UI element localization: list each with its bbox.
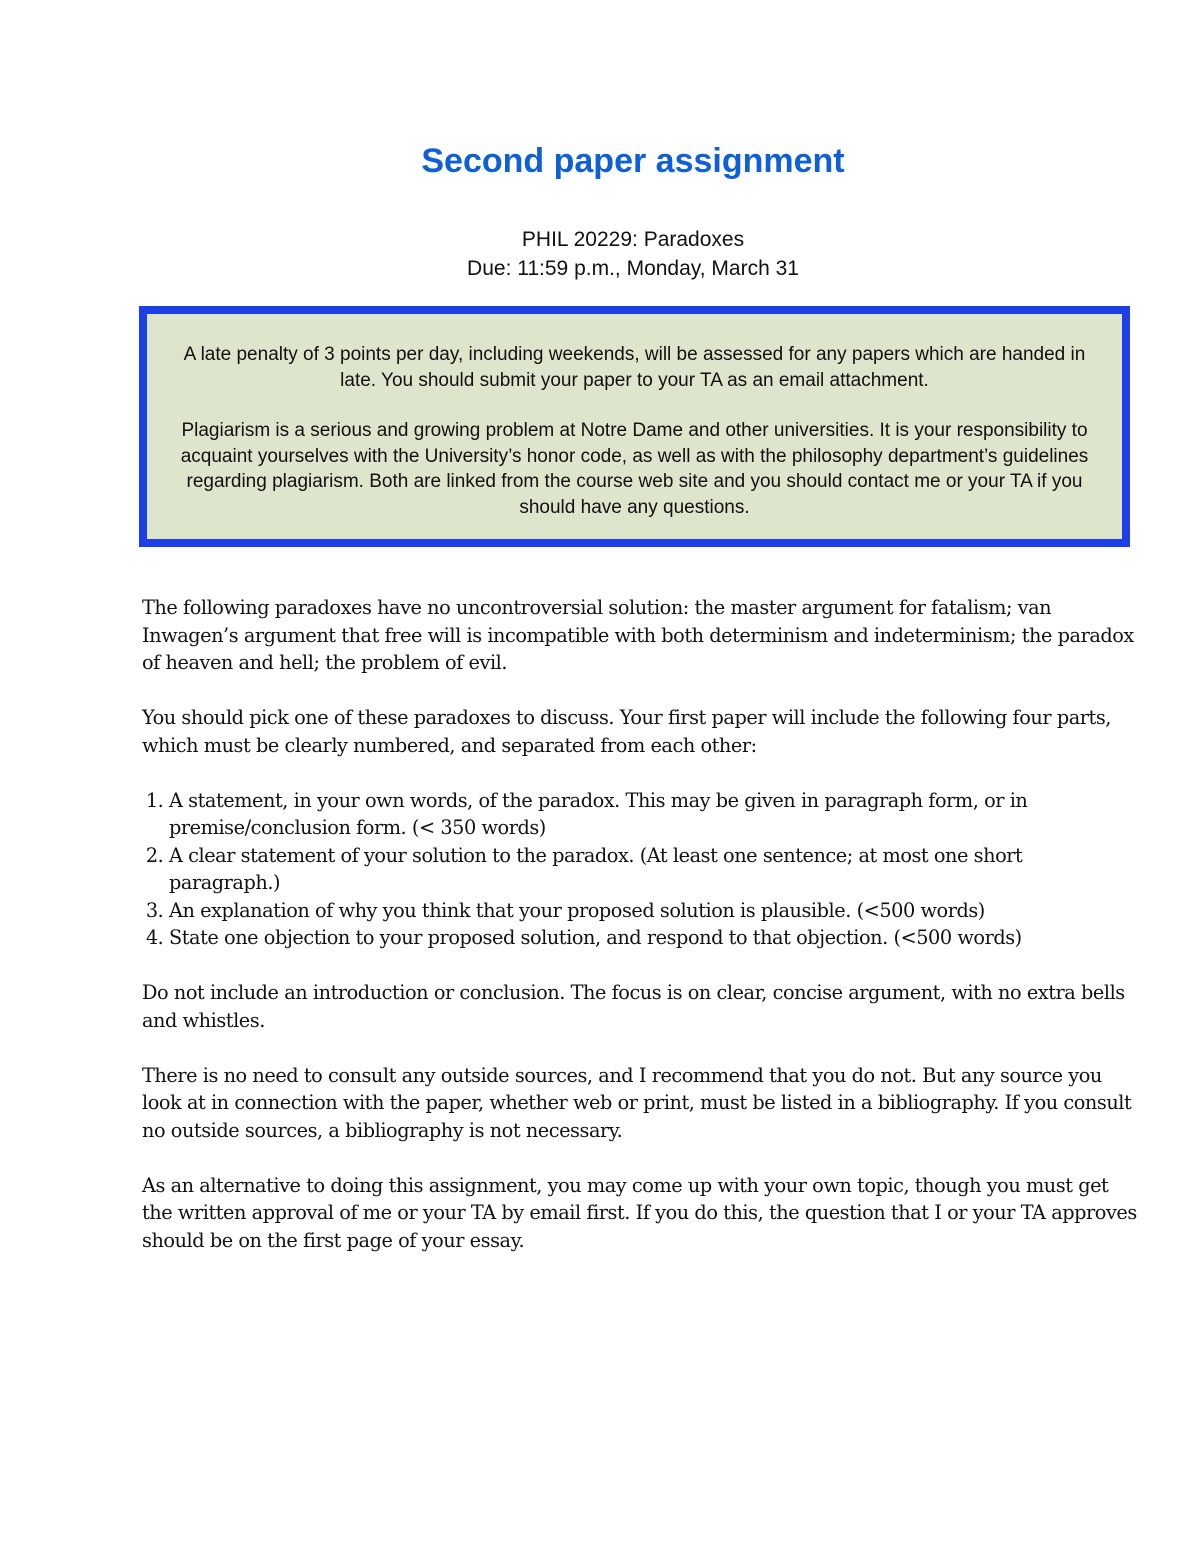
alternative-topic-paragraph: As an alternative to doing this assignment, you may come up with your own topic, though you must get the written approval of me or your TA by email first. If you do this, the question that I or your TA approves should be on the first page of your essay. [142,1173,1137,1252]
list-item: 2. A clear statement of your solution to the paradox. (At least one sentence; at most one short paragraph.) [169,842,1137,897]
late-penalty-text: A late penalty of 3 points per day, including weekends, will be assessed for any papers which are handed in late. You should submit your paper to your TA as an email attachment. [183,344,1086,391]
instructions-paragraph: You should pick one of these paradoxes to discuss. Your first paper will include the following four parts, which must be clearly numbered, and separated from each other: [142,706,1111,757]
policy-notice-box [139,306,1130,547]
plagiarism-text: Plagiarism is a serious and growing problem at Notre Dame and other universities. It is your responsibility to acquaint yourselves with the University’s honor code, as well as with the philosophy department’s guidelines regarding plagiarism. Both are linked from the course web site and you should contact me or your TA if you should have any questions. [180,420,1089,518]
list-item: 1. A statement, in your own words, of the paradox. This may be given in paragraph form, or in premise/conclusion form. (< 350 words) [169,787,1137,842]
due-date: Due: 11:59 p.m., Monday, March 31 [467,257,799,280]
page-title: Second paper assignment [421,142,845,180]
course-name: PHIL 20229: Paradoxes [521,228,745,251]
list-item: 4. State one objection to your proposed solution, and respond to that objection. (<500 words) [169,924,1137,952]
assignment-body [142,594,1137,1282]
required-parts-list [142,787,1137,952]
paradoxes-intro-paragraph: The following paradoxes have no uncontroversial solution: the master argument for fatalism; van Inwagen’s argument that free will is incompatible with both determinism and indeterminism; the paradox of heaven and hell; the problem of evil. [142,596,1134,674]
sources-paragraph: There is no need to consult any outside sources, and I recommend that you do not. But any source you look at in connection with the paper, whether web or print, must be listed in a bibliography. If you consult no outside sources, a bibliography is not necessary. [142,1063,1132,1142]
no-introduction-paragraph: Do not include an introduction or conclusion. The focus is on clear, concise argument, with no extra bells and whistles. [142,981,1125,1032]
list-item: 3. An explanation of why you think that your proposed solution is plausible. (<500 words) [169,897,1137,925]
